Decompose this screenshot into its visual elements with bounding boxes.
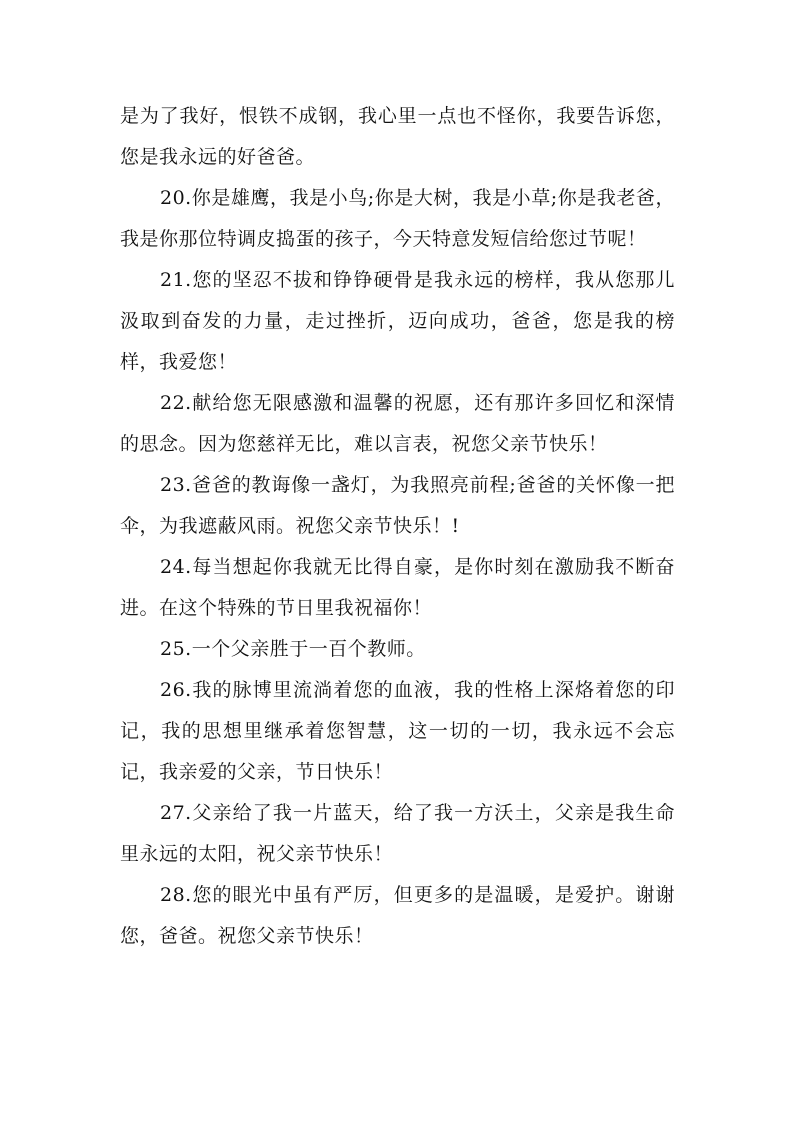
paragraph: 26.我的脉博里流淌着您的血液，我的性格上深烙着您的印记，我的思想里继承着您智慧，这一切的一切，我永远不会忘记，我亲爱的父亲，节日快乐！ bbox=[120, 679, 675, 783]
paragraph: 25.一个父亲胜于一百个教师。 bbox=[160, 638, 426, 660]
paragraph: 是为了我好，恨铁不成钢，我心里一点也不怪你，我要告诉您，您是我永远的好爸爸。 bbox=[120, 105, 675, 168]
paragraph: 27.父亲给了我一片蓝天，给了我一方沃土，父亲是我生命里永远的太阳，祝父亲节快乐！ bbox=[120, 802, 675, 865]
paragraph: 20.你是雄鹰，我是小鸟;你是大树，我是小草;你是我老爸，我是你那位特调皮捣蛋的孩子，今天特意发短信给您过节呢！ bbox=[120, 187, 675, 250]
paragraph: 21.您的坚忍不拔和铮铮硬骨是我永远的榜样，我从您那儿汲取到奋发的力量，走过挫折，迈向成功，爸爸，您是我的榜样，我爱您！ bbox=[120, 269, 675, 373]
paragraph: 28.您的眼光中虽有严厉，但更多的是温暖，是爱护。谢谢您，爸爸。祝您父亲节快乐！ bbox=[120, 884, 675, 947]
paragraph: 22.献给您无限感激和温馨的祝愿，还有那许多回忆和深情的思念。因为您慈祥无比，难以言表，祝您父亲节快乐！ bbox=[120, 392, 675, 455]
document-body bbox=[120, 96, 675, 957]
paragraph: 24.每当想起你我就无比得自豪，是你时刻在激励我不断奋进。在这个特殊的节日里我祝福你！ bbox=[120, 556, 675, 619]
paragraph: 23.爸爸的教诲像一盏灯，为我照亮前程;爸爸的关怀像一把伞，为我遮蔽风雨。祝您父亲节快乐！! bbox=[120, 474, 675, 537]
